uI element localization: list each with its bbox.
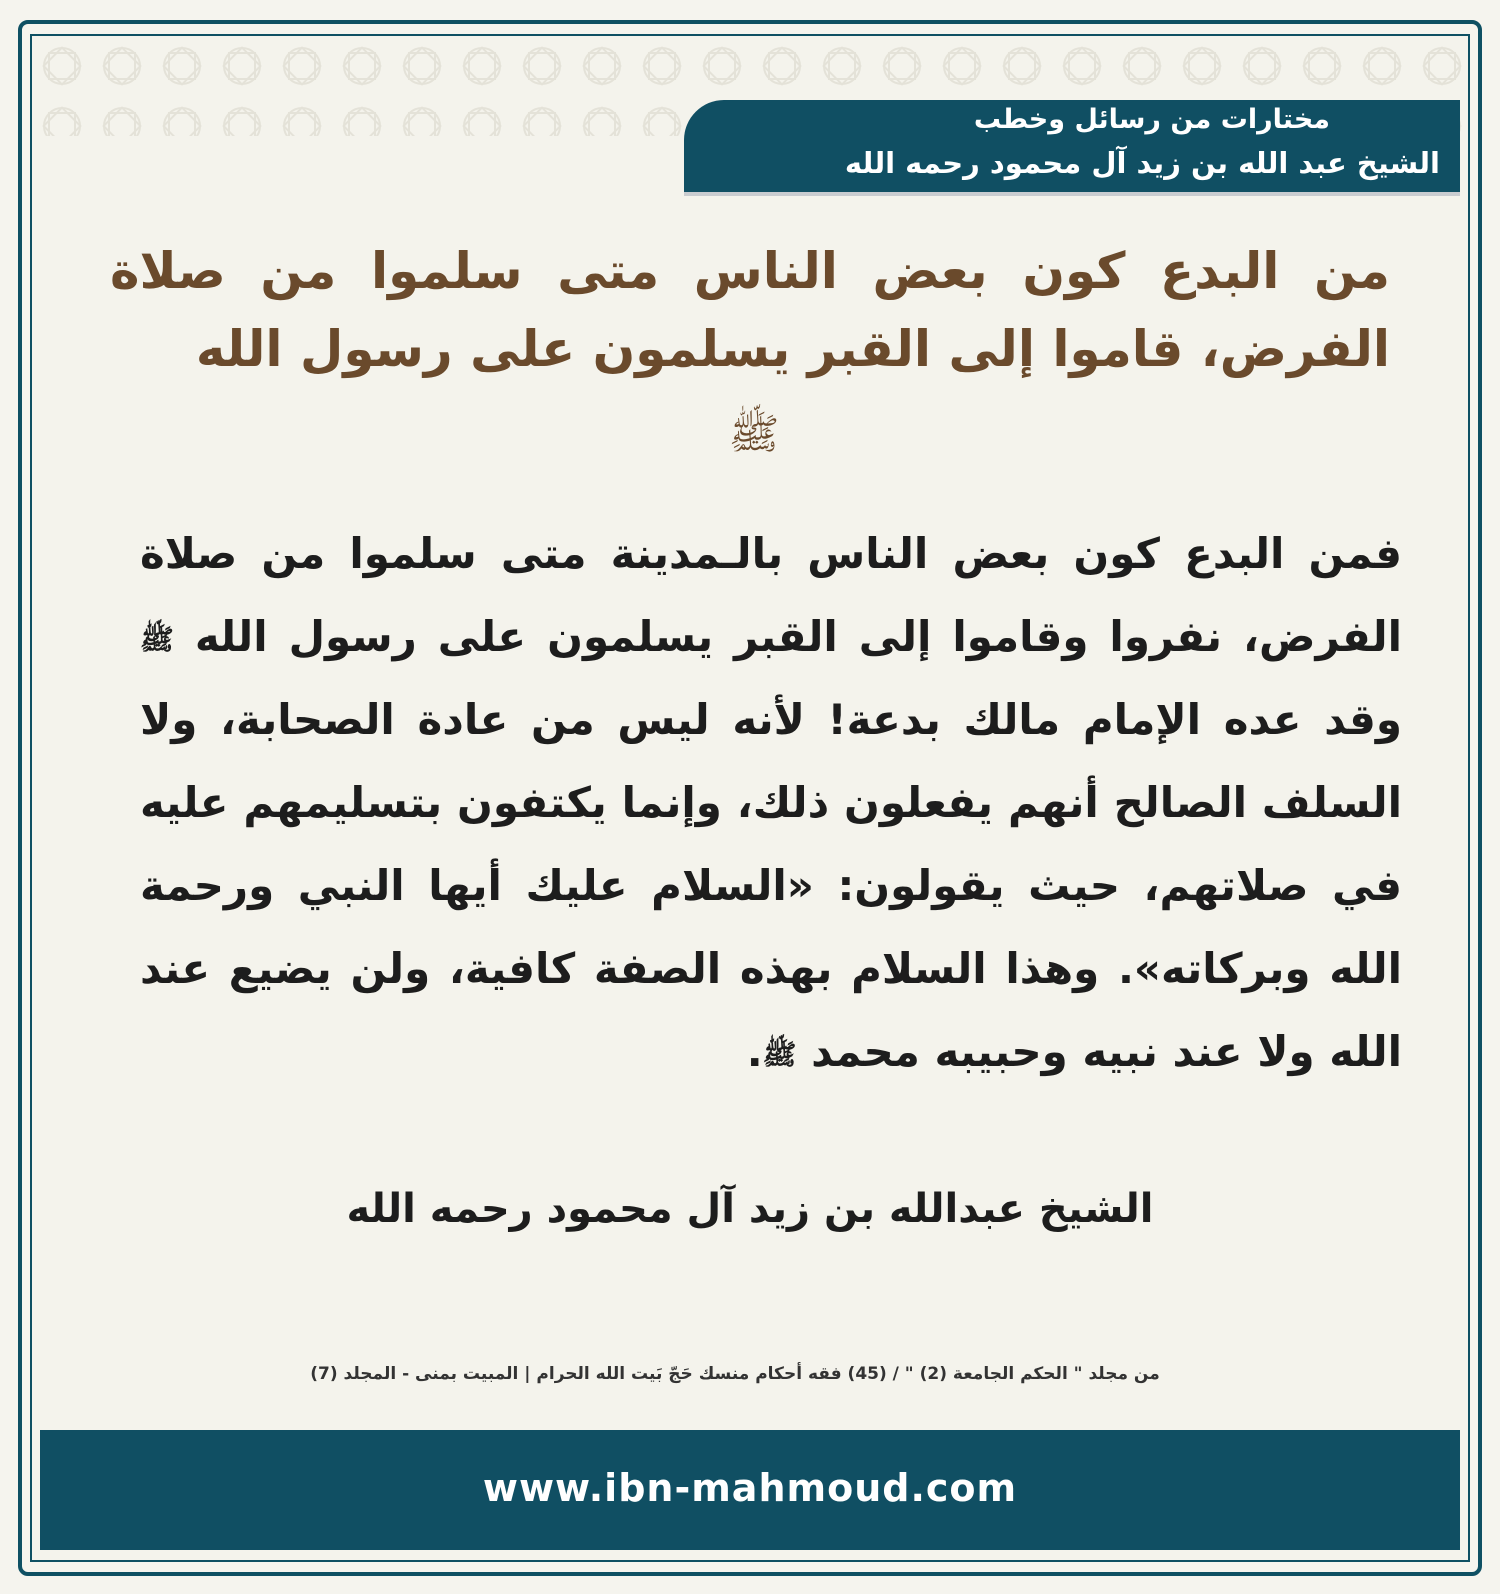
body-text-end: . [746, 1027, 763, 1076]
author-signature: الشيخ عبدالله بن زيد آل محمود رحمه الله [346, 1186, 1154, 1232]
footer-bar [40, 1430, 1460, 1550]
honorific-icon: ﷺ [762, 1037, 797, 1071]
header-banner [684, 100, 1460, 192]
website-url[interactable]: www.ibn-mahmoud.com [482, 1466, 1018, 1510]
source-citation: من مجلد " الحكم الجامعة (2) " / (45) فقه أحكام منسك حَجّ بَيت الله الحرام | المبيت بمنى - المجلد (7) [310, 1364, 1160, 1384]
honorific-icon: ﷺ [140, 622, 174, 656]
header-series-title: مختارات من رسائل وخطب [973, 104, 1330, 135]
body-text-part1: فمن البدع كون بعض الناس بالـمدينة متى سلموا من صلاة الفرض، نفروا وقاموا إلى القبر يسلمون على رسول الله [140, 529, 1403, 661]
page-title: من البدع كون بعض الناس متى سلموا من صلاة الفرض، قاموا إلى القبر يسلمون على رسول الله [110, 242, 1390, 378]
honorific-calligraphy-icon: ﷺ [728, 409, 780, 458]
body-text-part2: وقد عده الإمام مالك بدعة! لأنه ليس من عادة الصحابة، ولا السلف الصالح أنهم يفعلون ذلك، وإنما يكتفون بتسليمهم عليه في صلاتهم، حيث يقولون: «السلام عليك أيها النبي ورحمة الله وبركاته». وهذا السلام بهذه الصفة كافية، ولن يضيع عند الله ولا عند نبيه وحبيبه محمد [140, 695, 1402, 1076]
body-paragraph [140, 512, 1402, 1093]
header-author-name: الشيخ عبد الله بن زيد آل محمود رحمه الله [844, 146, 1440, 180]
